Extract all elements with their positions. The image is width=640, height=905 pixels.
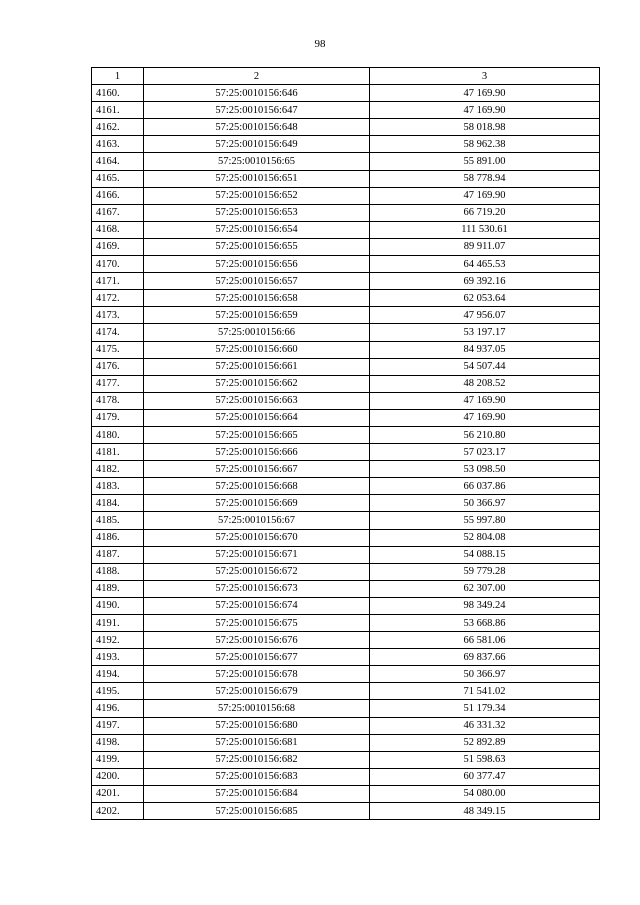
table-row [92,273,600,290]
row-number-cell: 4187. [92,546,144,563]
value-cell: 62 307.00 [370,580,600,597]
value-cell: 56 210.80 [370,426,600,443]
cadastral-number-cell: 57:25:0010156:672 [144,563,370,580]
row-number-cell: 4194. [92,666,144,683]
table-row [92,102,600,119]
value-cell: 54 507.44 [370,358,600,375]
row-number-cell: 4184. [92,495,144,512]
table-row [92,546,600,563]
row-number-cell: 4179. [92,409,144,426]
table-row [92,256,600,273]
table-row [92,529,600,546]
value-cell: 52 892.89 [370,734,600,751]
row-number-cell: 4186. [92,529,144,546]
cadastral-number-cell: 57:25:0010156:651 [144,170,370,187]
table-row [92,204,600,221]
row-number-cell: 4199. [92,751,144,768]
cadastral-number-cell: 57:25:0010156:670 [144,529,370,546]
table-row [92,666,600,683]
cadastral-number-cell: 57:25:0010156:652 [144,187,370,204]
table-row [92,221,600,238]
value-cell: 59 779.28 [370,563,600,580]
row-number-cell: 4172. [92,290,144,307]
value-cell: 47 169.90 [370,409,600,426]
cadastral-number-cell: 57:25:0010156:684 [144,785,370,802]
table-row [92,290,600,307]
value-cell: 55 891.00 [370,153,600,170]
column-header-2: 2 [144,68,370,85]
row-number-cell: 4176. [92,358,144,375]
value-cell: 53 668.86 [370,615,600,632]
table-row [92,649,600,666]
cadastral-number-cell: 57:25:0010156:647 [144,102,370,119]
row-number-cell: 4185. [92,512,144,529]
table-body [92,85,600,820]
row-number-cell: 4192. [92,632,144,649]
row-number-cell: 4166. [92,187,144,204]
cadastral-number-cell: 57:25:0010156:668 [144,478,370,495]
cadastral-number-cell: 57:25:0010156:649 [144,136,370,153]
row-number-cell: 4164. [92,153,144,170]
cadastral-number-cell: 57:25:0010156:66 [144,324,370,341]
cadastral-number-cell: 57:25:0010156:655 [144,238,370,255]
row-number-cell: 4195. [92,683,144,700]
table-row [92,375,600,392]
cadastral-number-cell: 57:25:0010156:663 [144,392,370,409]
value-cell: 53 098.50 [370,461,600,478]
row-number-cell: 4182. [92,461,144,478]
table-row [92,563,600,580]
cadastral-number-cell: 57:25:0010156:657 [144,273,370,290]
table-header [92,68,600,85]
column-header-1: 1 [92,68,144,85]
cadastral-number-cell: 57:25:0010156:648 [144,119,370,136]
value-cell: 69 392.16 [370,273,600,290]
table-row [92,153,600,170]
table-row [92,632,600,649]
row-number-cell: 4200. [92,768,144,785]
row-number-cell: 4167. [92,204,144,221]
cadastral-number-cell: 57:25:0010156:680 [144,717,370,734]
table-row [92,119,600,136]
table-row [92,238,600,255]
row-number-cell: 4198. [92,734,144,751]
cadastral-number-cell: 57:25:0010156:660 [144,341,370,358]
table-row [92,615,600,632]
value-cell: 66 581.06 [370,632,600,649]
cadastral-number-cell: 57:25:0010156:656 [144,256,370,273]
value-cell: 57 023.17 [370,444,600,461]
row-number-cell: 4188. [92,563,144,580]
row-number-cell: 4178. [92,392,144,409]
table-row [92,683,600,700]
row-number-cell: 4191. [92,615,144,632]
value-cell: 62 053.64 [370,290,600,307]
row-number-cell: 4174. [92,324,144,341]
row-number-cell: 4165. [92,170,144,187]
table-row [92,751,600,768]
table-row [92,785,600,802]
cadastral-number-cell: 57:25:0010156:679 [144,683,370,700]
value-cell: 51 179.34 [370,700,600,717]
row-number-cell: 4197. [92,717,144,734]
cadastral-number-cell: 57:25:0010156:67 [144,512,370,529]
row-number-cell: 4183. [92,478,144,495]
value-cell: 50 366.97 [370,495,600,512]
row-number-cell: 4161. [92,102,144,119]
table-row [92,358,600,375]
cadastral-number-cell: 57:25:0010156:667 [144,461,370,478]
cadastral-number-cell: 57:25:0010156:671 [144,546,370,563]
value-cell: 47 169.90 [370,187,600,204]
row-number-cell: 4163. [92,136,144,153]
value-cell: 89 911.07 [370,238,600,255]
table-row [92,85,600,102]
cadastral-number-cell: 57:25:0010156:661 [144,358,370,375]
cadastral-number-cell: 57:25:0010156:664 [144,409,370,426]
registry-table [91,67,600,820]
value-cell: 55 997.80 [370,512,600,529]
value-cell: 66 037.86 [370,478,600,495]
table-row [92,307,600,324]
value-cell: 53 197.17 [370,324,600,341]
row-number-cell: 4160. [92,85,144,102]
value-cell: 58 018.98 [370,119,600,136]
table-row [92,768,600,785]
cadastral-number-cell: 57:25:0010156:678 [144,666,370,683]
row-number-cell: 4189. [92,580,144,597]
value-cell: 52 804.08 [370,529,600,546]
value-cell: 47 169.90 [370,102,600,119]
cadastral-number-cell: 57:25:0010156:682 [144,751,370,768]
table-row [92,734,600,751]
row-number-cell: 4170. [92,256,144,273]
table-row [92,700,600,717]
table-row [92,187,600,204]
value-cell: 54 080.00 [370,785,600,802]
cadastral-number-cell: 57:25:0010156:674 [144,597,370,614]
row-number-cell: 4190. [92,597,144,614]
row-number-cell: 4175. [92,341,144,358]
table-row [92,495,600,512]
cadastral-number-cell: 57:25:0010156:685 [144,803,370,820]
row-number-cell: 4180. [92,426,144,443]
row-number-cell: 4171. [92,273,144,290]
value-cell: 50 366.97 [370,666,600,683]
header-row [92,68,600,85]
cadastral-number-cell: 57:25:0010156:681 [144,734,370,751]
table-row [92,461,600,478]
value-cell: 47 956.07 [370,307,600,324]
cadastral-number-cell: 57:25:0010156:666 [144,444,370,461]
value-cell: 47 169.90 [370,392,600,409]
row-number-cell: 4168. [92,221,144,238]
cadastral-number-cell: 57:25:0010156:653 [144,204,370,221]
table-row [92,392,600,409]
row-number-cell: 4196. [92,700,144,717]
cadastral-number-cell: 57:25:0010156:662 [144,375,370,392]
column-header-3: 3 [370,68,600,85]
value-cell: 71 541.02 [370,683,600,700]
value-cell: 64 465.53 [370,256,600,273]
value-cell: 58 778.94 [370,170,600,187]
cadastral-number-cell: 57:25:0010156:659 [144,307,370,324]
value-cell: 66 719.20 [370,204,600,221]
value-cell: 48 208.52 [370,375,600,392]
row-number-cell: 4169. [92,238,144,255]
table-row [92,341,600,358]
value-cell: 54 088.15 [370,546,600,563]
value-cell: 46 331.32 [370,717,600,734]
value-cell: 51 598.63 [370,751,600,768]
cadastral-number-cell: 57:25:0010156:676 [144,632,370,649]
table-row [92,512,600,529]
value-cell: 69 837.66 [370,649,600,666]
row-number-cell: 4162. [92,119,144,136]
table-row [92,580,600,597]
value-cell: 98 349.24 [370,597,600,614]
table-row [92,597,600,614]
table-row [92,324,600,341]
row-number-cell: 4181. [92,444,144,461]
table-row [92,136,600,153]
row-number-cell: 4177. [92,375,144,392]
value-cell: 60 377.47 [370,768,600,785]
table-row [92,170,600,187]
value-cell: 48 349.15 [370,803,600,820]
row-number-cell: 4193. [92,649,144,666]
cadastral-number-cell: 57:25:0010156:677 [144,649,370,666]
row-number-cell: 4173. [92,307,144,324]
row-number-cell: 4202. [92,803,144,820]
cadastral-number-cell: 57:25:0010156:658 [144,290,370,307]
cadastral-number-cell: 57:25:0010156:675 [144,615,370,632]
cadastral-number-cell: 57:25:0010156:654 [144,221,370,238]
cadastral-number-cell: 57:25:0010156:669 [144,495,370,512]
value-cell: 84 937.05 [370,341,600,358]
cadastral-number-cell: 57:25:0010156:673 [144,580,370,597]
row-number-cell: 4201. [92,785,144,802]
table-row [92,444,600,461]
value-cell: 47 169.90 [370,85,600,102]
table-row [92,478,600,495]
page-number: 98 [314,38,326,50]
cadastral-number-cell: 57:25:0010156:646 [144,85,370,102]
cadastral-number-cell: 57:25:0010156:65 [144,153,370,170]
value-cell: 111 530.61 [370,221,600,238]
value-cell: 58 962.38 [370,136,600,153]
cadastral-number-cell: 57:25:0010156:68 [144,700,370,717]
table-row [92,409,600,426]
table-row [92,803,600,820]
cadastral-number-cell: 57:25:0010156:665 [144,426,370,443]
cadastral-number-cell: 57:25:0010156:683 [144,768,370,785]
table-row [92,426,600,443]
table-row [92,717,600,734]
